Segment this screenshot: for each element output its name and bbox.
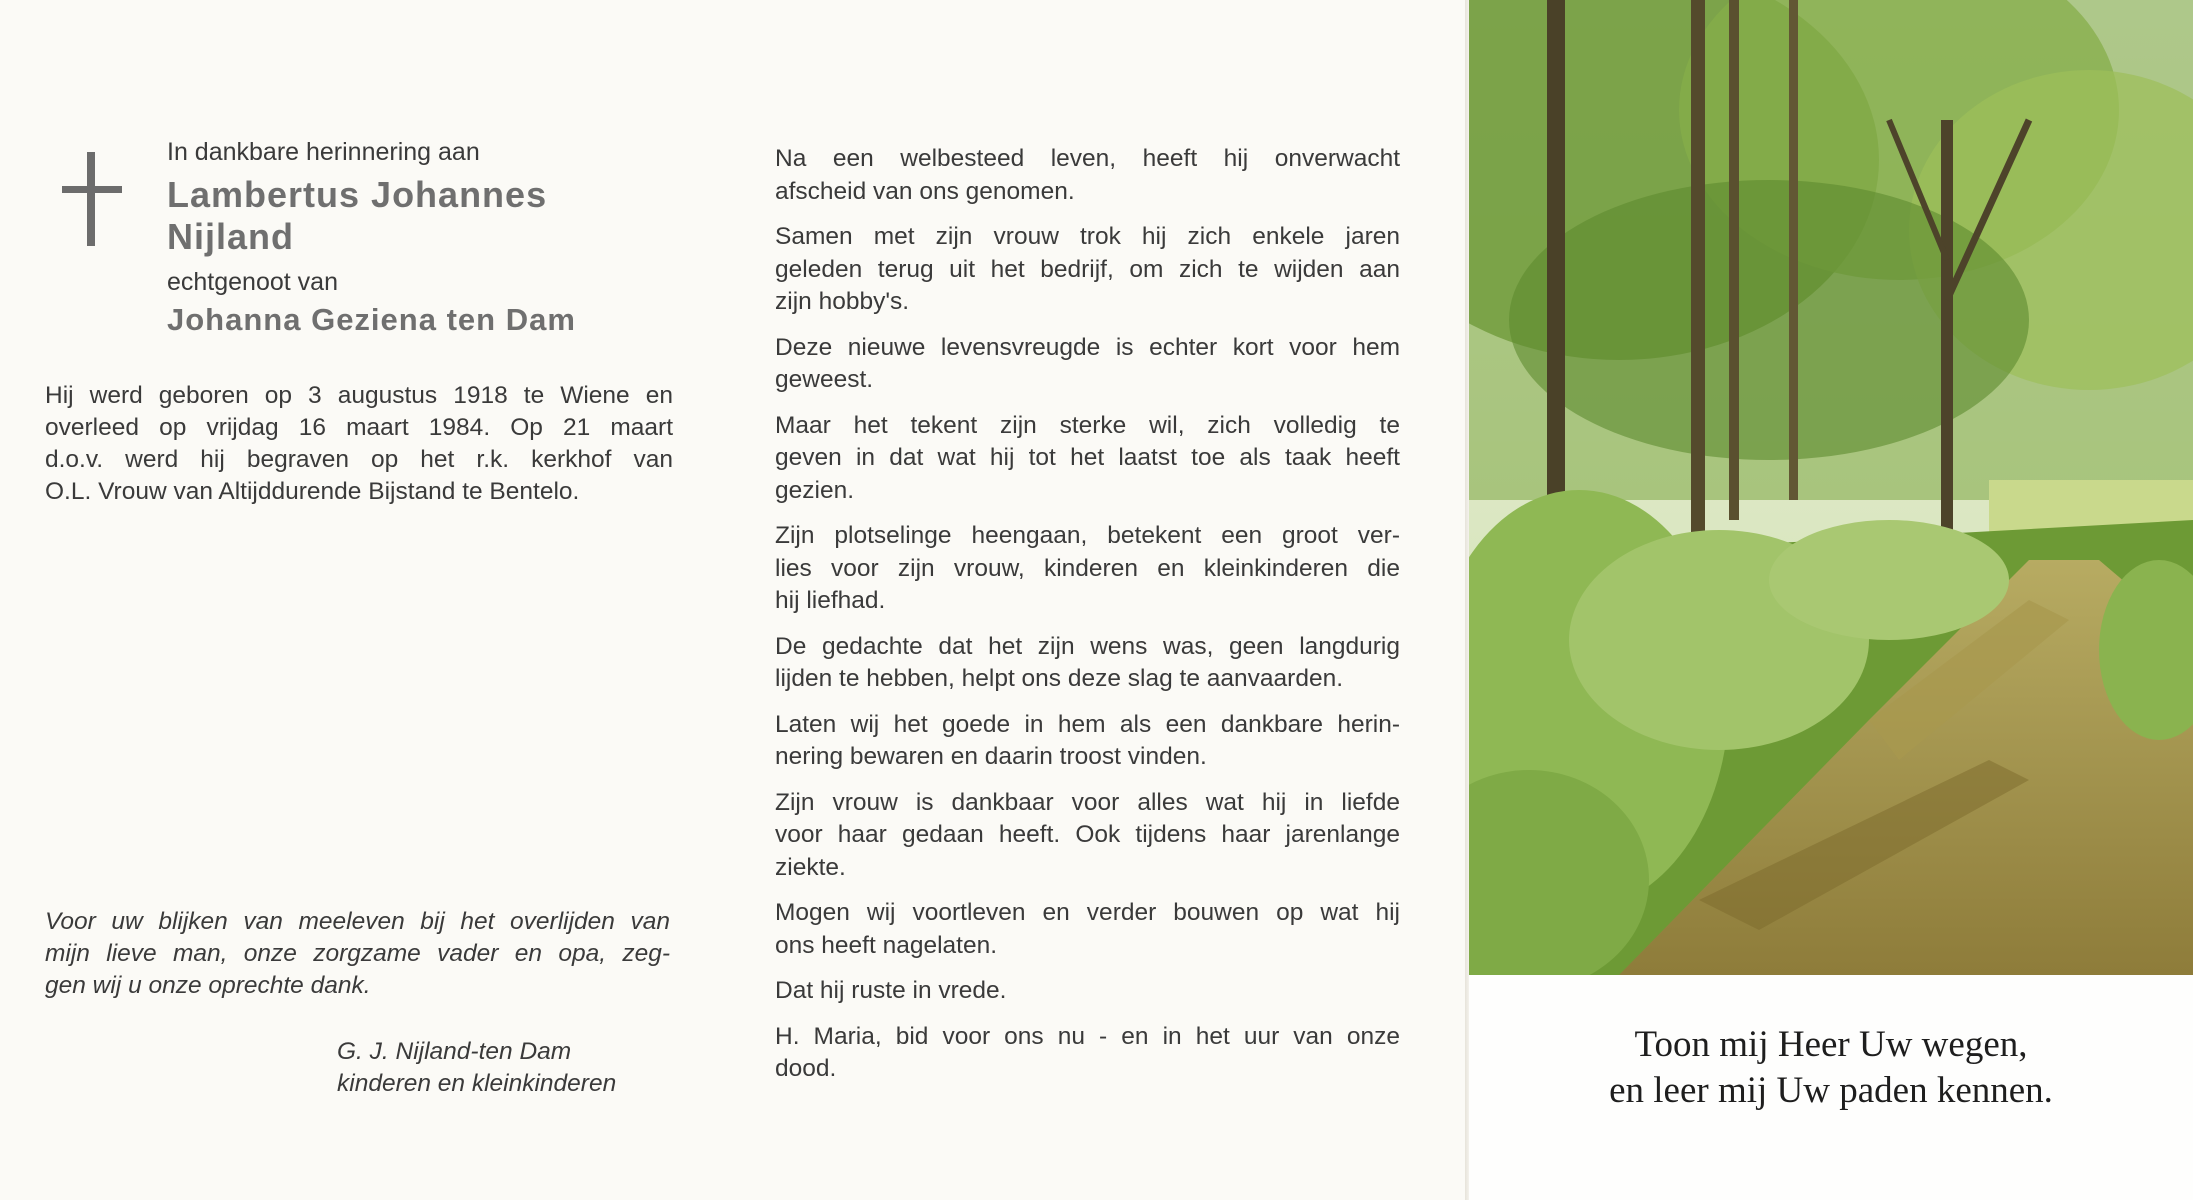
text-line: voor haar gedaan heeft. Ook tijdens haar jarenlange: [775, 821, 1400, 848]
text-line: lies voor zijn vrouw, kinderen en kleinkinderen die: [775, 554, 1400, 582]
text-line: ons heeft nagelaten.: [775, 931, 998, 959]
text-line: Mogen wij voortleven en verder bouwen op wat hij: [775, 899, 1400, 926]
text-line: gen wij u onze oprechte dank.: [45, 972, 371, 999]
cross-icon: [62, 152, 122, 246]
memorial-text: [775, 143, 1400, 1099]
intro-text: In dankbare herinnering aan: [167, 138, 480, 166]
spouse-label: echtgenoot van: [167, 268, 338, 296]
text-line: gezien.: [775, 476, 855, 504]
quote-line: Toon mij Heer Uw wegen,: [1634, 1024, 2028, 1065]
text-line: Laten wij het goede in hem als een dankbare herin-: [775, 710, 1400, 738]
text-line: Na een welbesteed leven, heeft hij onverwacht: [775, 145, 1400, 172]
memorial-paragraph: [775, 787, 1400, 885]
text-line: Voor uw blijken van meeleven bij het overlijden van: [45, 908, 670, 935]
memorial-paragraph: [775, 520, 1400, 618]
text-line: Hij werd geboren op 3 augustus 1918 te Wiene en: [45, 382, 673, 409]
memorial-paragraph: [775, 709, 1400, 774]
memorial-paragraph: [775, 975, 1400, 1008]
text-line: Samen met zijn vrouw trok hij zich enkele jaren: [775, 223, 1400, 250]
memorial-paragraph: [775, 221, 1400, 319]
text-line: O.L. Vrouw van Altijddurende Bijstand te Bentelo.: [45, 478, 580, 505]
text-line: hij liefhad.: [775, 587, 886, 614]
signature-line: kinderen en kleinkinderen: [337, 1070, 617, 1097]
text-line: lijden te hebben, helpt ons deze slag te aanvaarden.: [775, 665, 1344, 692]
memorial-paragraph: [775, 897, 1400, 962]
birth-death-paragraph: [45, 380, 673, 508]
text-line: geleden terug uit het bedrijf, om zich te wijden aan: [775, 255, 1400, 283]
memorial-paragraph: [775, 410, 1400, 508]
text-line: ziekte.: [775, 853, 846, 881]
text-line: mijn lieve man, onze zorgzame vader en opa, zeg-: [45, 940, 670, 967]
text-line: dood.: [775, 1055, 837, 1082]
thanks-paragraph: [45, 906, 670, 1002]
forest-path-photo: [1469, 0, 2193, 975]
signature: [337, 1036, 616, 1100]
text-line: H. Maria, bid voor ons nu - en in het uur van onze: [775, 1022, 1400, 1050]
deceased-name: [167, 174, 547, 258]
memorial-paragraph: [775, 332, 1400, 397]
text-line: d.o.v. werd hij begraven op het r.k. kerkhof van: [45, 446, 673, 473]
memorial-paragraph: [775, 143, 1400, 208]
text-line: Dat hij ruste in vrede.: [775, 977, 1007, 1004]
text-line: Maar het tekent zijn sterke wil, zich volledig te: [775, 411, 1400, 439]
text-line: De gedachte dat het zijn wens was, geen langdurig: [775, 632, 1400, 660]
text-line: Zijn vrouw is dankbaar voor alles wat hij in liefde: [775, 788, 1400, 816]
scripture-quote: [1469, 1022, 2193, 1114]
quote-line: en leer mij Uw paden kennen.: [1609, 1070, 2053, 1111]
text-line: nering bewaren en daarin troost vinden.: [775, 743, 1207, 770]
text-line: geven in dat wat hij tot het laatst toe als taak heeft: [775, 444, 1400, 471]
spouse-name: Johanna Geziena ten Dam: [167, 302, 576, 337]
signature-line: G. J. Nijland-ten Dam: [337, 1038, 572, 1065]
memorial-paragraph: [775, 1021, 1400, 1086]
text-line: Deze nieuwe levensvreugde is echter kort voor hem: [775, 333, 1400, 361]
name-line: Lambertus Johannes: [167, 174, 548, 215]
text-line: Zijn plotselinge heengaan, betekent een groot ver-: [775, 522, 1400, 549]
memorial-paragraph: [775, 631, 1400, 696]
text-line: zijn hobby's.: [775, 288, 910, 315]
text-line: geweest.: [775, 366, 874, 393]
text-line: afscheid van ons genomen.: [775, 177, 1075, 205]
name-line: Nijland: [167, 216, 295, 257]
text-line: overleed op vrijdag 16 maart 1984. Op 21 maart: [45, 414, 673, 441]
